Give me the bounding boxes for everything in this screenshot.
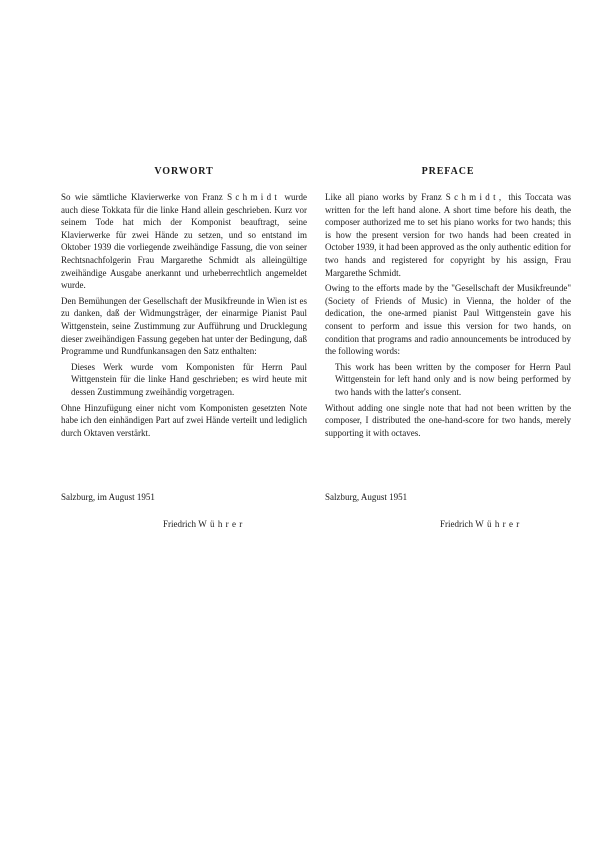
vorwort-paragraph-2: Den Bemühungen der Gesellschaft der Musikfreunde in Wien ist es zu danken, daß der Widmungsträger, der einarmige Pianist Paul Wittgenstein, seine Zustimmung zur Aufführung und Drucklegung dieser zweihändigen Fassung gegeben hat unter der Bedingung, daß Programme und Rundfunkansagen den Satz enthalten: (61, 295, 307, 357)
preface-place-date: Salzburg, August 1951 (325, 492, 408, 502)
preface-paragraph-3: Without adding one single note that had not been written by the composer, I distributed the one-hand-score for two hands, merely supporting it with octaves. (325, 402, 571, 438)
vorwort-quote: Dieses Werk wurde vom Komponisten für Herrn Paul Wittgenstein für die linke Hand geschrieben; es wird heute mit dessen Zustimmung zweihändig vorgetragen. (71, 361, 307, 397)
preface-column (325, 166, 571, 442)
vorwort-paragraph-3: Ohne Hinzufügung einer nicht vom Komponisten gesetzten Note habe ich den einhändigen Part auf zwei Hände verteilt und lediglich durch Oktaven verstärkt. (61, 402, 307, 438)
vorwort-heading: VORWORT (154, 166, 214, 177)
signature-first-name: Friedrich (163, 519, 196, 529)
vorwort-place-date: Salzburg, im August 1951 (61, 492, 155, 502)
signature-last-name: Wührer (198, 519, 246, 529)
preface-signature (440, 518, 523, 530)
composer-name: Schmidt (227, 192, 281, 202)
preface-paragraph-1 (325, 191, 571, 279)
vorwort-paragraph-1-start: So wie sämtliche Klavierwerke von Franz (61, 192, 223, 202)
signature-last-name: Wührer (475, 519, 523, 529)
vorwort-paragraph-1 (61, 191, 307, 292)
preface-heading: PREFACE (421, 166, 475, 177)
composer-name: Schmidt, (445, 192, 505, 202)
preface-paragraph-1-start: Like all piano works by Franz (325, 192, 442, 202)
preface-quote: This work has been written by the composer for Herrn Paul Wittgenstein for left hand only and is now being performed by two hands with the latter's consent. (335, 361, 571, 397)
signature-first-name: Friedrich (440, 519, 473, 529)
vorwort-signature (163, 518, 246, 530)
vorwort-paragraph-1-rest: wurde auch diese Tokkata für die linke Hand allein geschrieben. Kurz vor seinem Tode hat mich der Komponist beauftragt, seine Klavierwerke für zwei Hände zu setzen, und so entstand im Oktober 1939 die vorliegende zweihändige Fassung, die von seiner Rechtsnachfolgerin Frau Margarethe Schmidt als alleingültige zweihändige Ausgabe anerkannt und urheberrechtlich angemeldet wurde. (61, 192, 308, 291)
preface-paragraph-1-rest: this Toccata was written for the left hand alone. A short time before his death, the composer authorized me to set his piano works for two hands; this is how the present version for two hands had been created in October 1939, it had been approved as the only authentic edition for two hands and registered for copyright by his assign, Frau Margarethe Schmidt. (325, 192, 572, 278)
preface-paragraph-2: Owing to the efforts made by the "Gesellschaft der Musikfreunde" (Society of Friends of Music) in Vienna, the holder of the dedication, the one-armed pianist Paul Wittgenstein gave his consent to perform and issue this version for two hands, on condition that programs and radio announcements be introduced by the following words: (325, 283, 571, 357)
vorwort-column (61, 166, 307, 442)
